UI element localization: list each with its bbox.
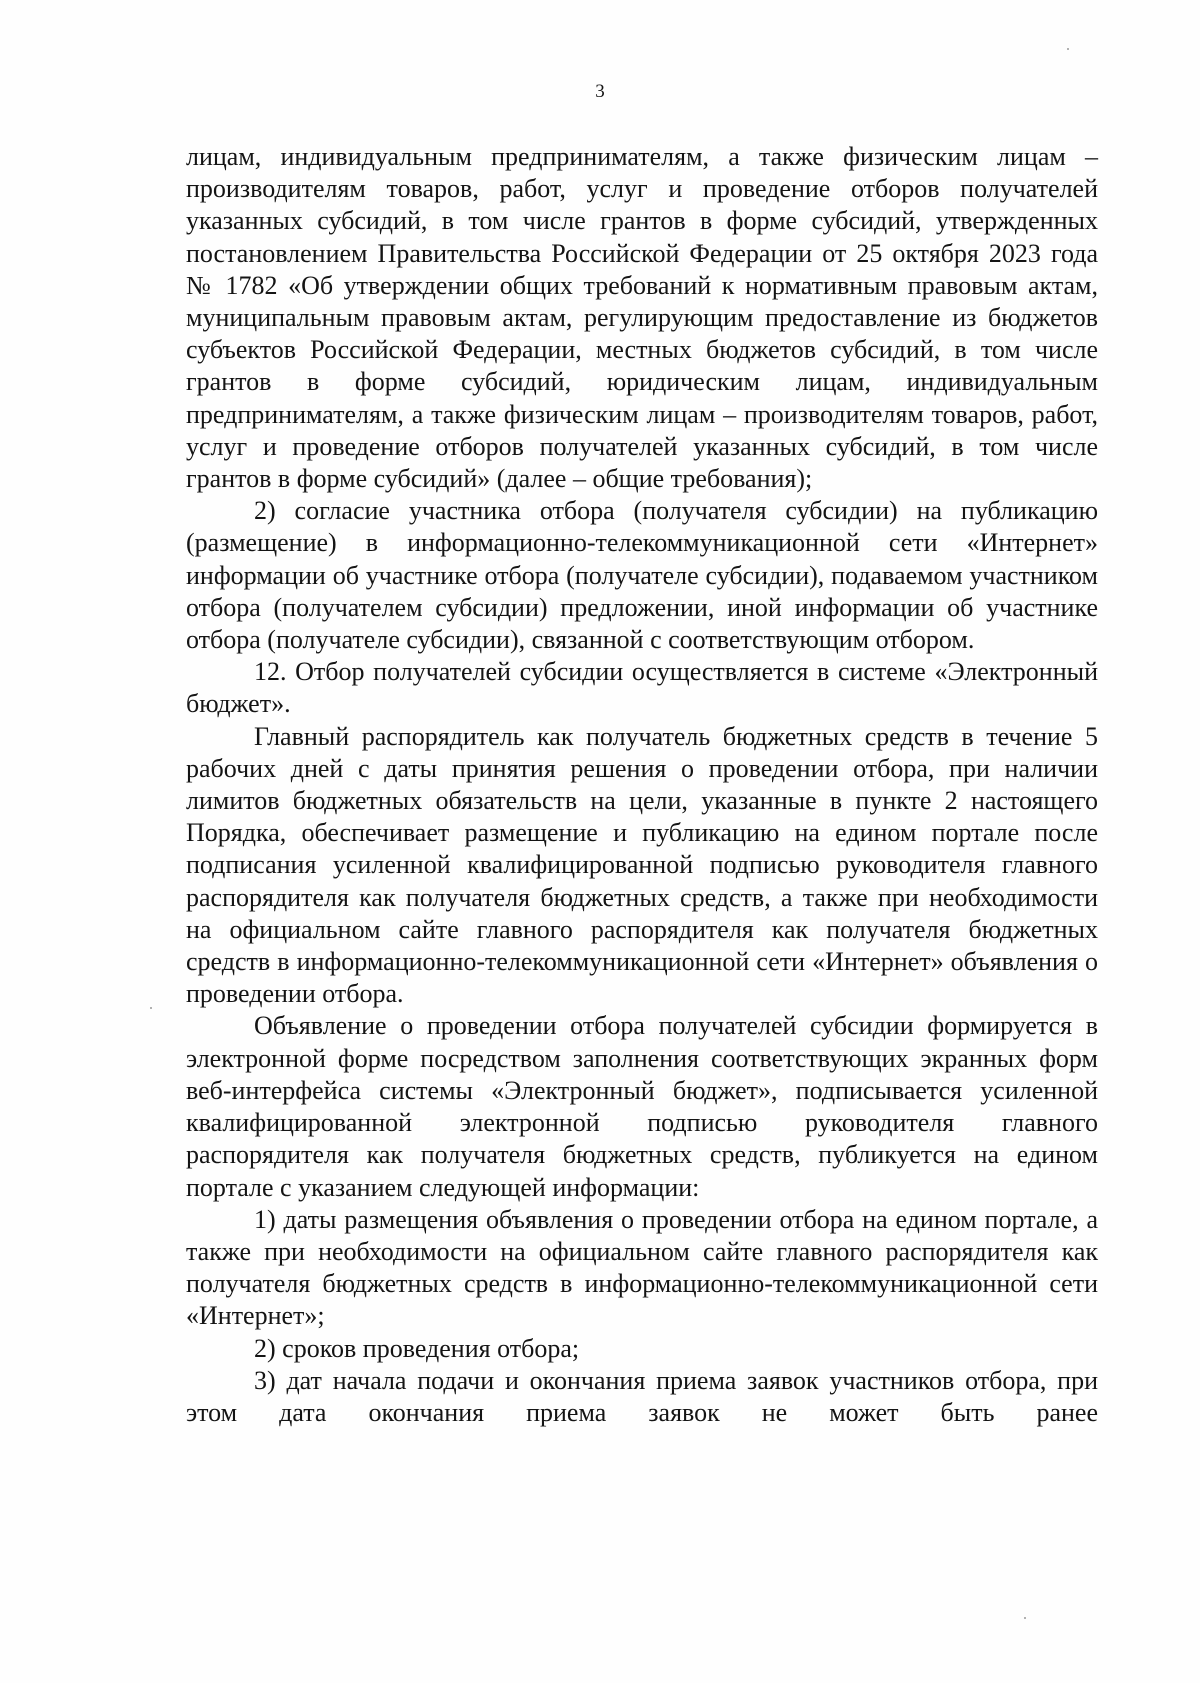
document-body bbox=[186, 141, 1098, 1429]
paragraph-continuation: лицам, индивидуальным предпринимателям, а также физическим лицам – производителям товаров, работ, услуг и проведение отборов получателей указанных субсидий, в том числе грантов в форме субсидий, утвержденных постановлением Правительства Российской Федерации от 25 октября 2023 года № 1782 «Об утверждении общих требований к нормативным правовым актам, муниципальным правовым актам, регулирующим предоставление из бюджетов субъектов Российской Федерации, местных бюджетов субсидий, в том числе грантов в форме субсидий, юридическим лицам, индивидуальным предпринимателям, а также физическим лицам – производителям товаров, работ, услуг и проведение отборов получателей указанных субсидий, в том числе грантов в форме субсидий» (далее – общие требования); bbox=[186, 142, 1098, 494]
scan-speck bbox=[150, 1007, 152, 1009]
paragraph-main-distributor: Главный распорядитель как получатель бюджетных средств в течение 5 рабочих дней с даты принятия решения о проведении отбора, при наличии лимитов бюджетных обязательств на цели, указанные в пункте 2 настоящего Порядка, обеспечивает размещение и публикацию на едином портале после подписания усиленной квалифицированной подписью руководителя главного распорядителя как получателя бюджетных средств, а также при необходимости на официальном сайте главного распорядителя как получателя бюджетных средств в информационно-телекоммуникационной сети «Интернет» объявления о проведении отбора. bbox=[186, 721, 1098, 1009]
scan-speck bbox=[1024, 1617, 1026, 1619]
list-item-2-terms: 2) сроков проведения отбора; bbox=[254, 1333, 580, 1363]
list-item-3-application-dates: 3) дат начала подачи и окончания приема заявок участников отбора, при этом дата окончания приема заявок не может быть ранее bbox=[186, 1365, 1098, 1427]
paragraph-announcement: Объявление о проведении отбора получателей субсидии формируется в электронной форме посредством заполнения соответствующих экранных форм веб-интерфейса системы «Электронный бюджет», подписывается усиленной квалифицированной электронной подписью руководителя главного распорядителя как получателя бюджетных средств, публикуется на едином портале с указанием следующей информации: bbox=[186, 1011, 1098, 1202]
list-item-1-dates: 1) даты размещения объявления о проведении отбора на едином портале, а также при необходимости на официальном сайте главного распорядителя как получателя бюджетных средств в информационно-телекоммуникационной сети «Интернет»; bbox=[186, 1204, 1098, 1331]
paragraph-item-2-consent: 2) согласие участника отбора (получателя субсидии) на публикацию (размещение) в информационно-телекоммуникационной сети «Интернет» информации об участнике отбора (получателе субсидии), подаваемом участником отбора (получателем субсидии) предложении, иной информации об участнике отбора (получателе субсидии), связанной с соответствующим отбором. bbox=[186, 496, 1098, 655]
scan-speck bbox=[1067, 48, 1069, 50]
paragraph-clause-12: 12. Отбор получателей субсидии осуществляется в системе «Электронный бюджет». bbox=[186, 657, 1098, 719]
page-number: 3 bbox=[595, 81, 605, 102]
